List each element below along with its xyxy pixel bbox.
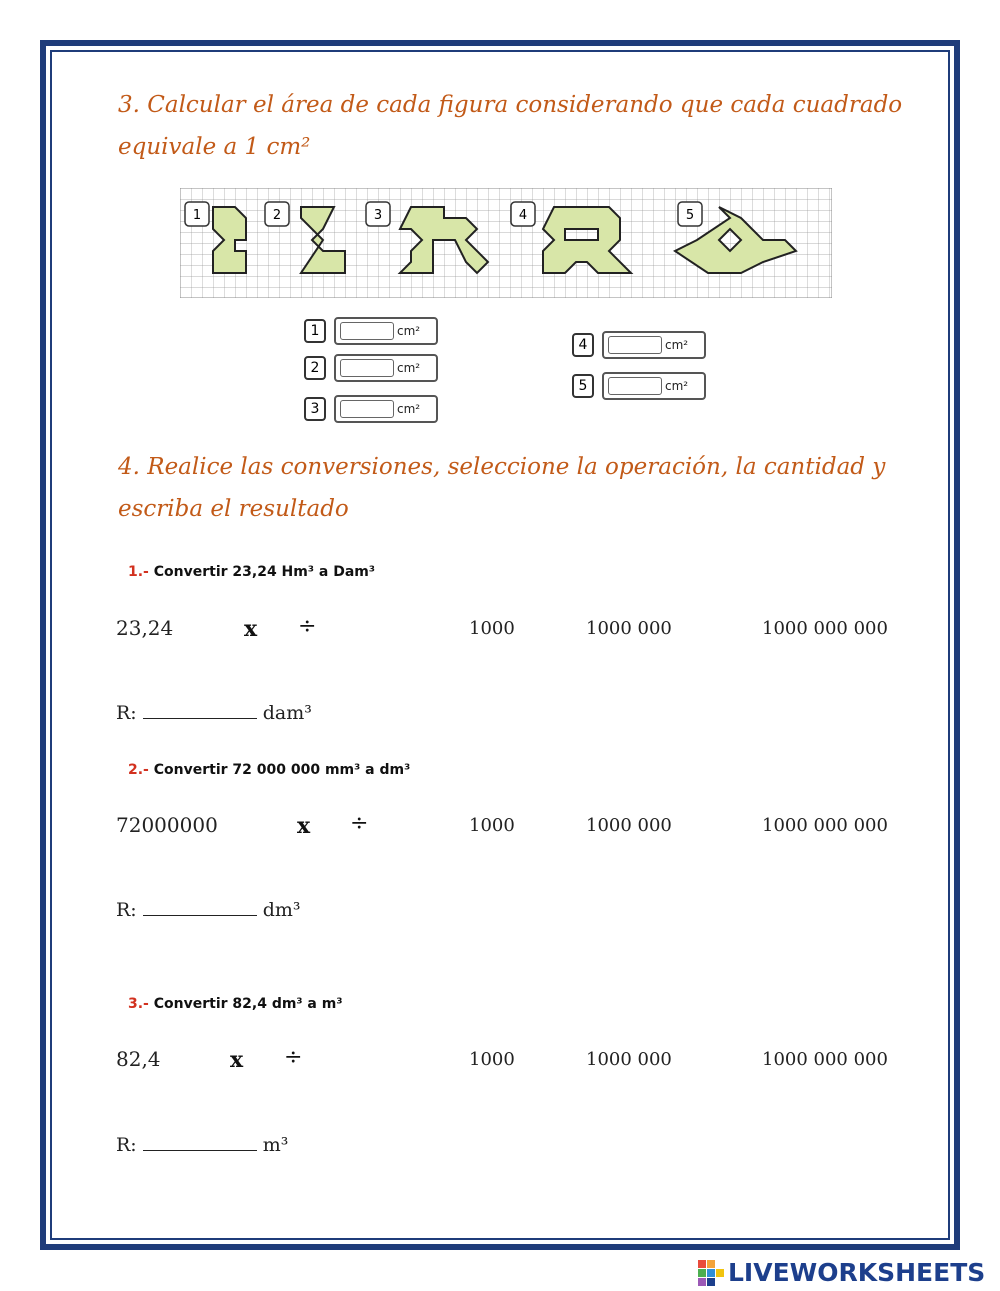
area-unit: cm² [397,361,421,375]
area-input-2[interactable] [340,359,394,377]
svg-text:3: 3 [373,208,383,223]
problem-1-answer-input[interactable] [143,700,257,719]
problem-1-answer [116,700,312,724]
problem-number: 3.- [128,996,149,1012]
problem-3-divide-option[interactable]: ÷ [284,1045,303,1070]
area-unit: cm² [397,324,421,338]
problem-2-option-1000000000[interactable]: 1000 000 000 [762,815,888,836]
figure-label-5 [678,202,702,226]
answer-prefix: R: [116,1134,137,1156]
problem-3-multiply-option[interactable]: x [230,1047,244,1073]
area-answer-1 [304,317,438,345]
problem-3-option-1000000[interactable]: 1000 000 [586,1049,672,1070]
problem-3-option-1000000000[interactable]: 1000 000 000 [762,1049,888,1070]
problem-1-value: 23,24 [116,616,174,640]
area-unit: cm² [665,379,689,393]
area-input-1[interactable] [340,322,394,340]
figure-label-2 [265,202,289,226]
answer-unit: dm³ [262,899,301,921]
section-4-heading: 4. Realice las conversiones, seleccione la operación, la cantidad y escriba el resultado [118,454,886,522]
problem-number: 1.- [128,564,149,580]
figure-4-shape [543,207,631,273]
area-answer-box [602,331,706,359]
area-answer-4 [572,331,706,359]
area-answer-number: 2 [304,356,326,380]
area-answer-box [334,317,438,345]
answer-prefix: R: [116,702,137,724]
problem-3-answer-input[interactable] [143,1132,257,1151]
problem-2-value: 72000000 [116,813,218,837]
problem-2-multiply-option[interactable]: x [297,813,311,839]
problem-1-option-1000000[interactable]: 1000 000 [586,618,672,639]
problem-text: Convertir 72 000 000 mm³ a dm³ [153,762,411,778]
section-3-heading: 3. Calcular el área de cada figura considerando que cada cuadrado equivale a 1 cm² [118,92,903,160]
svg-text:2: 2 [272,208,282,223]
problem-2-divide-option[interactable]: ÷ [350,811,369,836]
problem-3-value: 82,4 [116,1047,161,1071]
problem-text: Convertir 82,4 dm³ a m³ [153,996,343,1012]
figure-label-4 [511,202,535,226]
figures-grid-svg [180,188,832,298]
area-answer-box [602,372,706,400]
problem-3-title [128,996,342,1012]
answer-prefix: R: [116,899,137,921]
problem-1-option-1000000000[interactable]: 1000 000 000 [762,618,888,639]
area-answer-number: 3 [304,397,326,421]
area-input-4[interactable] [608,336,662,354]
area-input-3[interactable] [340,400,394,418]
problem-text: Convertir 23,24 Hm³ a Dam³ [153,564,375,580]
problem-number: 2.- [128,762,149,778]
area-answer-number: 5 [572,374,594,398]
area-answer-5 [572,372,706,400]
area-answer-3 [304,395,438,423]
problem-3-option-1000[interactable]: 1000 [469,1049,515,1070]
figure-label-1 [185,202,209,226]
liveworksheets-logo-icon [698,1260,724,1286]
figures-grid [180,188,832,298]
area-unit: cm² [397,402,421,416]
area-answer-2 [304,354,438,382]
area-input-5[interactable] [608,377,662,395]
answer-unit: m³ [262,1134,289,1156]
area-answer-number: 4 [572,333,594,357]
svg-text:4: 4 [518,208,528,223]
problem-3-answer [116,1132,288,1156]
problem-1-title [128,564,375,580]
logo-text: LIVEWORKSHEETS [728,1258,986,1287]
liveworksheets-logo [698,1258,985,1287]
problem-2-answer [116,897,301,921]
problem-2-option-1000[interactable]: 1000 [469,815,515,836]
area-answer-number: 1 [304,319,326,343]
answer-unit: dam³ [262,702,312,724]
problem-2-option-1000000[interactable]: 1000 000 [586,815,672,836]
area-answer-box [334,395,438,423]
figure-label-3 [366,202,390,226]
area-answer-box [334,354,438,382]
problem-2-title [128,762,410,778]
problem-2-answer-input[interactable] [143,897,257,916]
problem-1-divide-option[interactable]: ÷ [298,614,317,639]
area-unit: cm² [665,338,689,352]
svg-text:5: 5 [685,208,695,223]
svg-text:1: 1 [192,208,202,223]
problem-1-multiply-option[interactable]: x [244,616,258,642]
problem-1-option-1000[interactable]: 1000 [469,618,515,639]
